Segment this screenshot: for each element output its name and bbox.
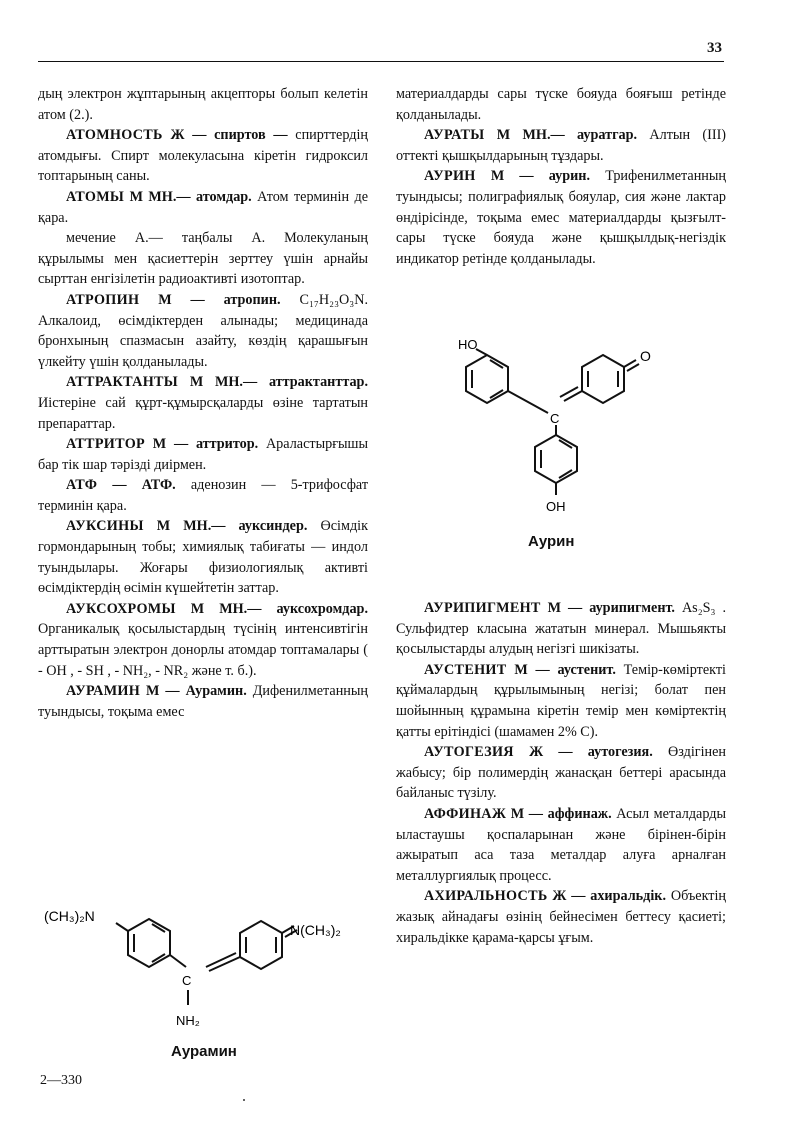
entry-text: Өздігінен жабысу; бір полимердің жанасқан беттері арасында байланыс түзілу. [396,744,727,802]
right-column-bottom [396,598,726,948]
page-number: 33 [707,40,722,56]
aurin-o-label: O [640,348,651,364]
dictionary-entry [38,125,368,187]
dictionary-entry [38,681,368,722]
entry-text: Асыл металдарды ыластаушы қоспаларынан және бірінен-бірін ажыратып аса таза металдар алуға арналған металлургиялық процесс. [396,805,727,884]
entry-headword: АТТРИТОР [66,436,146,453]
entry-grammar: Ж — [529,744,573,761]
entry-translation: аттрактанттар. [268,374,368,391]
auramine-left-group: (CH₃)₂N [44,908,95,924]
dictionary-entry [38,372,368,434]
entry-text: материалдарды сары түске бояуда бояғыш ретінде қолданылады. [396,86,726,123]
entry-text: Трифенилметанның туындысы; полиграфиялық бояулар, сия және лактар өндірісінде, тоқыма емес материалдарды қызғылт-сары түске бояуда және қышқылдық-негіздік индикатор ретінде қолданылады. [396,168,727,267]
entry-translation: атомдар. [196,188,252,205]
entry-translation: аурин. [548,168,591,185]
entry-text: Дифенилметанның туындысы, тоқыма емес [38,683,368,720]
dictionary-entry [396,660,726,742]
sub-entry [38,228,368,290]
auramine-structure [38,895,368,1045]
entry-grammar: М МН.— [129,188,191,205]
entry-text: спирттердің атомдығы. Спирт молекуласына кіретін гидроксил топтарының саны. [38,127,369,185]
dictionary-entry [396,598,726,660]
entry-grammar: М МН.— [496,127,565,144]
entry-text: мечение А.— таңбалы А. Молекуланың құрылымы мен қасиеттерін зерттеу үшін арнайы сырттан енгізілетін радиоактивті изотоптар. [38,230,368,288]
entry-headword: АУРИПИГМЕНТ [424,600,541,616]
entry-translation: ауксиндер. [238,518,308,535]
entry-text: дың электрон жұптарының акцепторы болып келетін атом (2.). [38,86,368,123]
entry-text: Атом терминін де қара. [38,188,368,226]
entry-headword: АУРАТЫ [424,127,485,144]
aurin-c-label: C [550,411,560,426]
entry-text: Темір-көміртекті құймалардың құрылымының негізі; болат пен шойынның құрамына кіретін темір мен көміртектің қатты ерітіндісі (шамамен 2% С). [396,661,726,740]
entry-grammar: М МН.— [190,600,262,617]
dictionary-entry [396,742,726,804]
signature-mark: 2—330 [40,1073,82,1088]
dictionary-entry [38,475,368,516]
entry-translation: аутогезия. [587,744,653,761]
entry-translation: аустенит. [557,661,616,678]
dictionary-entry [396,166,726,269]
entry-translation: АТФ. [141,477,176,494]
dictionary-entry [38,290,368,372]
dictionary-entry [396,886,726,948]
entry-headword: АТФ [66,477,98,494]
entry-text: Өсімдік гормондарының тобы; химиялық табиғаты — индол туындылары. Жоғары физиологиялық активті өсімдіктердің өсімін күшейтетін заттар. [38,518,369,597]
entry-grammar: М — [490,168,534,185]
entry-headword: АТТРАКТАНТЫ [66,374,179,391]
entry-text: Объектің жазық айнадағы өзінің бейнесімен беттесу қасиеті; хиральдікке қарама-қарсы ұғым. [396,888,727,946]
continuation-text [38,84,368,125]
entry-text: As₂S₃ . Сульфидтер класына жататын минерал. Мышьякты қосылыстарды алудың негізгі шикізаты. [396,600,727,658]
entry-translation: ауксохромдар. [276,600,368,617]
entry-grammar: М — [152,436,189,453]
entry-translation: ауратгар. [577,127,638,144]
dictionary-entry [38,187,368,228]
entry-headword: АТРОПИН [66,291,140,308]
entry-translation: спиртов — [214,127,288,144]
entry-grammar: М — [510,805,543,822]
entry-grammar: М МН.— [156,518,226,535]
aurin-caption: Аурин [528,533,575,550]
entry-translation: аттритор. [195,436,259,453]
entry-headword: АУКСИНЫ [66,518,144,535]
aurin-structure [440,335,670,520]
entry-text: аденозин — 5-трифосфат терминін қара. [38,477,369,514]
entry-headword: АТОМНОСТЬ [66,127,163,144]
auramine-caption: Аурамин [171,1043,237,1060]
entry-headword: АУТОГЕЗИЯ [424,744,514,761]
entry-text: Араластырғышы бар тік шар тәрізді диірмен. [38,436,369,473]
entry-grammar: М — [514,661,550,678]
entry-headword: АУКСОХРОМЫ [66,600,176,617]
dictionary-entry [38,599,368,681]
entry-grammar: Ж — [552,888,586,905]
entry-grammar: М — [158,291,205,308]
dictionary-entry [396,804,726,886]
entry-headword: АУРАМИН [66,683,141,700]
entry-grammar: М — [547,600,583,616]
aurin-ho-label: HO [458,337,478,352]
auramine-nh2-label: NH₂ [176,1013,200,1028]
entry-headword: АФФИНАЖ [424,805,507,822]
auramine-c-label: C [182,973,192,988]
entry-translation: атропин. [223,291,281,308]
entry-translation: аффинаж. [547,805,612,822]
auramine-right-group: N(CH₃)₂ [290,922,341,938]
left-column [38,84,368,722]
entry-grammar: Ж — [170,127,207,144]
dictionary-entry [38,516,368,598]
entry-grammar: М — [146,683,180,700]
entry-text: Органикалық қосылыстардың түсінің интенсивтігін арттыратын электрон донорлы атомдар топтамалары ( - OH , - SH , - NH₂, - NR₂ және т. б.). [38,621,368,679]
header-rule [38,61,724,62]
continuation-text [396,84,726,125]
dictionary-entry [396,125,726,166]
entry-text: C₁₇H₂₃O₃N. Алкалоид, өсімдіктерден алынады; медицинада бронхының спазмасын азайту, көздің қарашығын үлкейту үшін қолданылады. [38,291,368,370]
entry-translation: ахиральдік. [590,888,666,905]
right-column-top [396,84,726,269]
dictionary-entry [38,434,368,475]
entry-headword: АТОМЫ [66,188,125,205]
entry-translation: Аурамин. [185,683,247,700]
entry-headword: АУРИН [424,168,476,185]
entry-grammar: — [112,477,127,494]
printing-dot [243,1099,245,1101]
entry-headword: АУСТЕНИТ [424,661,507,678]
entry-text: Алтын (III) оттекті қышқылдарының тұздары. [396,127,727,164]
aurin-oh-label: OH [546,499,566,514]
entry-text: Иістеріне сай құрт-құмырсқаларды өзіне тартатын препараттар. [38,394,368,432]
entry-grammar: М МН.— [189,374,258,391]
entry-translation: аурипигмент. [589,600,675,616]
entry-headword: АХИРАЛЬНОСТЬ [424,888,548,905]
